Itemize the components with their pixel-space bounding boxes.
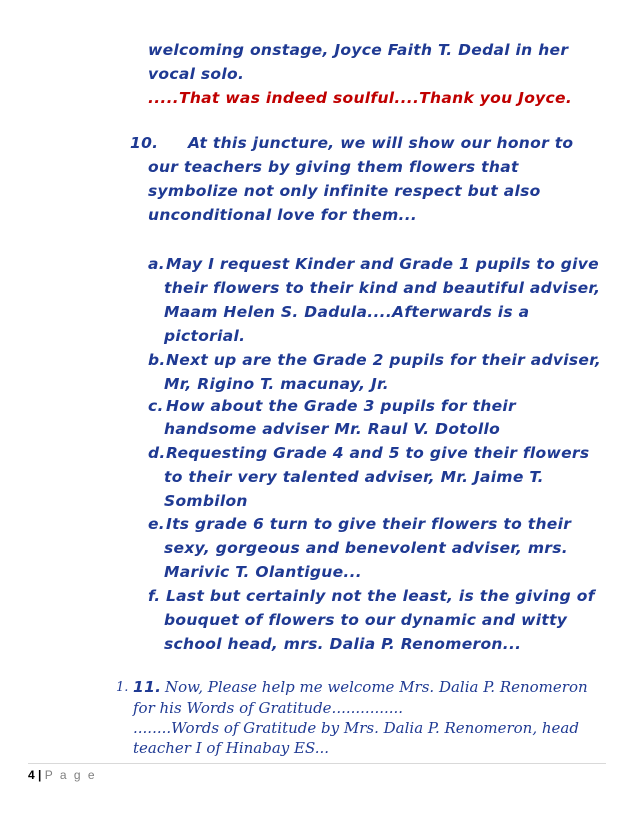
subitem-f-line-3: school head, mrs. Dalia P. Renomeron...	[164, 635, 522, 653]
item-10-number: 10.	[130, 134, 159, 152]
item-10-line-4: unconditional love for them...	[148, 206, 418, 224]
subitem-e-label: e.	[148, 515, 166, 533]
footer-divider	[28, 763, 606, 764]
subitem-b-line-1: Next up are the Grade 2 pupils for their adviser,	[166, 351, 602, 369]
page-label: P a g e	[44, 768, 97, 782]
item-11-line-2: for his Words of Gratitude...............	[133, 699, 404, 717]
page-footer	[28, 768, 97, 782]
subitem-b-label: b.	[148, 351, 166, 369]
subitem-a-line-2: their flowers to their kind and beautiful adviser,	[164, 279, 601, 297]
page-number: 4	[28, 768, 35, 782]
subitem-e-line-3: Marivic T. Olantigue...	[164, 563, 362, 581]
subitem-f-label: f.	[148, 587, 161, 605]
subitem-d-line-1: Requesting Grade 4 and 5 to give their flowers	[166, 444, 590, 462]
item-11-line-1: Now, Please help me welcome Mrs. Dalia P. Renomeron	[165, 678, 588, 696]
intro-line-2: vocal solo.	[148, 65, 245, 83]
subitem-d-line-3: Sombilon	[164, 492, 248, 510]
subitem-f-line-2: bouquet of flowers to our dynamic and witty	[164, 611, 568, 629]
subitem-d-label: d.	[148, 444, 166, 462]
subitem-e-line-1: Its grade 6 turn to give their flowers to their	[166, 515, 572, 533]
item-10-line-1: At this juncture, we will show our honor to	[188, 134, 574, 152]
subitem-c-line-1: How about the Grade 3 pupils for their	[166, 397, 516, 415]
item-11-line-3: ........Words of Gratitude by Mrs. Dalia P. Renomeron, head	[133, 719, 579, 737]
subitem-d-line-2: to their very talented adviser, Mr. Jaime T.	[164, 468, 544, 486]
intro-line-3-red: .....That was indeed soulful....Thank you Joyce.	[148, 89, 573, 107]
item-11-number: 11.	[133, 678, 162, 696]
item-10-line-3: symbolize not only infinite respect but also	[148, 182, 541, 200]
subitem-c-line-2: handsome adviser Mr. Raul V. Dotollo	[164, 420, 501, 438]
subitem-a-label: a.	[148, 255, 165, 273]
subitem-e-line-2: sexy, gorgeous and benevolent adviser, mrs.	[164, 539, 568, 557]
subitem-a-line-4: pictorial.	[164, 327, 246, 345]
subitem-b-line-2: Mr, Rigino T. macunay, Jr.	[164, 375, 389, 393]
subitem-c-label: c.	[148, 397, 164, 415]
footer-separator: |	[38, 768, 42, 782]
item-11-list-marker: 1.	[116, 680, 129, 695]
subitem-f-line-1: Last but certainly not the least, is the giving of	[166, 587, 595, 605]
item-10-line-2: our teachers by giving them flowers that	[148, 158, 519, 176]
intro-line-1: welcoming onstage, Joyce Faith T. Dedal in her	[148, 41, 569, 59]
item-11-line-4: teacher I of Hinabay ES...	[133, 739, 330, 757]
subitem-a-line-1: May I request Kinder and Grade 1 pupils to give	[166, 255, 599, 273]
subitem-a-line-3: Maam Helen S. Dadula....Afterwards is a	[164, 303, 530, 321]
